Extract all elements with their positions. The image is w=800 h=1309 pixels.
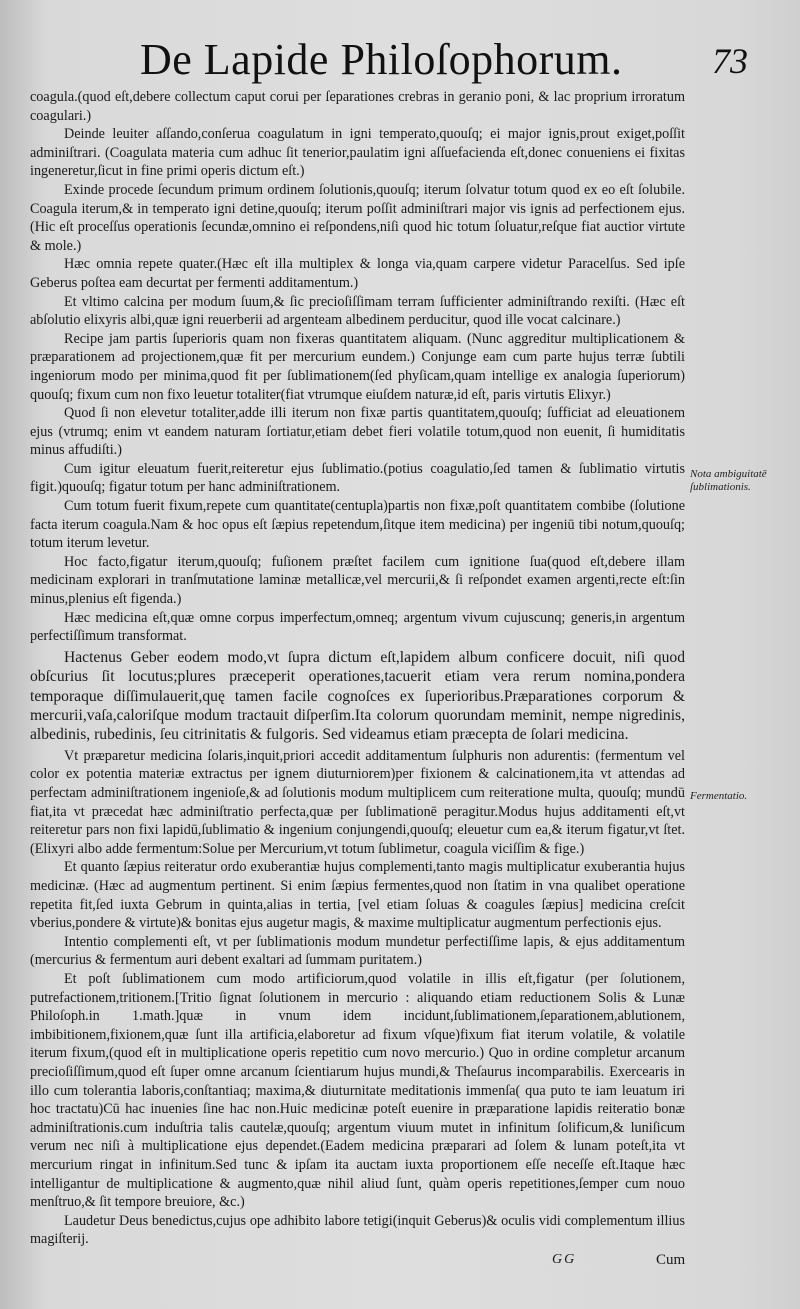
marginal-note-fermentation: Fermentatio. [690,790,748,802]
paragraph: coagula.(quod eſt,debere collectum caput corui per ſeparationes crebras in geranio poni, & lac proprium irroratum coagulari.) [30,89,685,124]
paragraph: Intentio complementi eſt, vt per ſublimationis modum mundetur perfectiſſime lapis, & ejus additamentum (mercurius & fermentum auri debent exaltari ad ſummam puritatem.) [30,933,685,969]
paragraph: Et vltimo calcina per modum ſuum,& ſic precioſiſſimam terram ſufficienter adminiſtrando rexiſti. (Hæc eſt abſolutio elixyris albi,quæ igni reuerberii ad argenteam albedinem perducitur, quod ille vocat calcinare.) [30,293,685,329]
paragraph: Deinde leuiter aſſando,conſerua coagulatum in igni temperato,quouſq; ei major ignis,prout exiget,poſſit adminiſtrari. (Coagulata materia cum adhuc ſit tenerior,paulatim igni aſſuefacienda eſt,donec conueniens ei fixitas ingeneretur,ſicut in fine primi operis dictum eſt.) [30,126,685,180]
paragraph: Vt præparetur medicina ſolaris,inquit,priori accedit additamentum ſulphuris non adurentis: (fermentum vel color ex potentia materiæ extractus per ignem diuturniorem)per fixionem & calcinationem,ita vt attendas ad perfectam adminiſtrationem ingenioſe,& ad ſolutionis modum multiplicem cum reiteratione multa, quouſq; mundū fiat,ita vt præcedat hæc adminiſtratio perfecta,quæ per ſublimationē peragitur.Modus hujus additamenti eſt,vt reiteretur pars non fixi lapidū,ſublimatio & ingenium conjungendi,quouſq; eleuetur cum ea,& iterum figatur,vt ſtet. (Elixyri albo adde fermentum:Solue per Mercurium,vt totum ſublimetur, coagula viciſſim & fige.) [30,747,685,857]
paragraph: Cum totum fuerit fixum,repete cum quantitate(centupla)partis non fixæ,poſt quantitatem combibe (ſolutione facta iterum coagula.Nam & hoc opus eſt ſæpius repetendum,ſitque item medicina) per ingeniū tibi notum,quouſq; totum iterum levetur. [30,498,685,552]
page-footer [0,1252,800,1282]
paragraph: Exinde procede ſecundum primum ordinem ſolutionis,quouſq; iterum ſolvatur totum quod ex eo eſt ſolubile. Coagula iterum,& in temperato igni detine,quouſq; iterum poſſit adminiſtrari major vis ignis ad perfectionem ejus. (Hic eſt proceſſus operationis ſecundæ,omnino ei reſpondens,niſi quod hic totum ſoluatur,reſque fiat auctior virtute & mole.) [30,181,685,254]
paragraph: Et poſt ſublimationem cum modo artificiorum,quod volatile in illis eſt,figatur (per ſolutionem, putrefactionem,tritionem.[Tritio ſignat ſolutionem in mercurio : aliquando etiam reductionem Solis & Lunæ Philoſoph.in 1.math.]quæ in vnum idem incidunt,ſublimationem,ſeparationem,ablutionem, imbibitionem,fixionem,quæ ſunt illa artificia,elaboretur ad fixum vſque)fixum fiat iterum volatile, & volatile iterum fixum,(quod eſt in multiplicatione operis repetitio cum novo mercurio.) Quo in ordine completur arcanum precioſiſſimum,quod eſt ſuper omne arcanum ſcientiarum hujus mundi,& Theſaurus incomparabilis. Exercearis in illo cum tolerantia laboris,conſtantiaq; maxima,& diuturnitate meditationis immenſa( qua puto te iam leuatum iri hoc tractatu)Cū hac inuenies ſine hac non.Huic medicinæ poteſt euenire in præparatione lapidis reiteratio bonæ adminiſtrationis.cum induſtria talis cautelæ,quouſq; argentum viuum mutet in infinitum ſolificum,& luniſicum verum nec niſi à multiplicatione ejus dependet.(Eadem medicina præparari ad ſolem & lunam poteſt,ita vt mercurium ringat in infinitum.Sed tunc & ipſam ita auctam iuxta proportionem eſſe neceſſe eſt.Itaque hæc intelligantur de multiplicatione & augmento,quæ nihil aliud ſunt, quàm operis repetitiones,ſemper cum nouo menſtruo,& ſit tempore breuiore, &c.) [30,970,685,1211]
paragraph: Et quanto ſæpius reiteratur ordo exuberantiæ hujus complementi,tanto magis multiplicatur exuberantia hujus medicinæ. (Hæc ad augmentum pertinent. Si enim ſæpius fermentes,quod non ſtatim in vna qualibet operatione repetita fit,ſed iuxta Gebrum in quinta,alias in tertia, [vel etiam ſoluas & coagules ſæpius] medicina creſcit vberius,pondere & virtute)& bonitas ejus augetur magis, & maxime multiplicatur augmentum perfectionis ejus. [30,859,685,932]
signature-mark: GG [552,1252,577,1267]
paragraph: Cum igitur eleuatum fuerit,reiteretur ejus ſublimatio.(potius coagulatio,ſed tamen & ſublimatio virtutis figit.)quouſq; figatur totum per hanc adminiſtrationem. [30,460,685,496]
catchword: Cum [656,1252,686,1268]
paragraph: Recipe jam partis ſuperioris quam non fixeras quantitatem aliquam. (Nunc aggreditur multiplicationem & præparationem ad projectionem,quæ fit per mercurium eundem.) Conjunge eam cum parte hujus terræ ſubtili ingeniorum modo per minima,quod fit per ſublimationem(ſed phyſicam,quam intellige ex analogia ſuperiorum) quouſq; fixum cum non fixo leuetur totaliter(fiat vtrumque eiuſdem naturæ,id eſt, paris virtutis Elixyr.) [30,330,685,403]
running-header [0,28,800,90]
page-title: De Lapide Philoſophorum. [140,35,623,84]
page-number: 73 [712,41,748,81]
paragraph: Hæc omnia repete quater.(Hæc eſt illa multiplex & longa via,quam carpere videtur Paracelſus. Sed ipſe Geberus poſtea eam decurtat per fermenti additamentum.) [30,256,685,291]
body-text [30,88,685,1249]
paragraph: Hæc medicina eſt,quæ omne corpus imperfectum,omneq; argentum vivum cujuscunq; generis,in argentum perfectiſſimum transformat. [30,609,685,645]
paragraph: Quod ſi non elevetur totaliter,adde illi iterum non fixæ partis quantitatem,quouſq; ſufficiat ad eleuationem ejus (vtrumq; enim vt eandem naturam ſortiatur,etiam debet fieri volatile totum,quod non euenit, ſi humiditatis minus affudiſti.) [30,405,685,459]
commentary-paragraph: Hactenus Geber eodem modo,vt ſupra dictum eſt,lapidem album conficere docuit, niſi quod obſcurius ſit locutus;plures præceperit operationes,tacuerit etiam vera rerum nomina,pondera temporaque diſſimulauerit,quę tamen facile cognoſces ex ſuperioribus.Præparationes corporum & mercurii,vaſa,caloriſque modum tractauit diſperſim.Ita colorum quorundam meminit, nempe nigredinis, albedinis, rubedinis, ſeu citrinitatis & fulgoris. Sed videamus etiam præcepta de ſolari medicina. [30,648,685,744]
paragraph: Laudetur Deus benedictus,cujus ope adhibito labore tetigi(inquit Geberus)& oculis vidi complementum illius magiſterij. [30,1212,685,1248]
marginal-note-ambiguity: Nota ambiguitatē ſublimationis. [690,468,767,493]
paragraph: Hoc facto,figatur iterum,quouſq; fuſionem præſtet facilem cum ignitione ſua(quod eſt,debere illam medicinam explorari in tranſmutatione laminæ metallicæ,vel mercurii,& ſi reſpondet examen argenti,recte eſt:ſin minus,plenius eſt figenda.) [30,553,685,608]
